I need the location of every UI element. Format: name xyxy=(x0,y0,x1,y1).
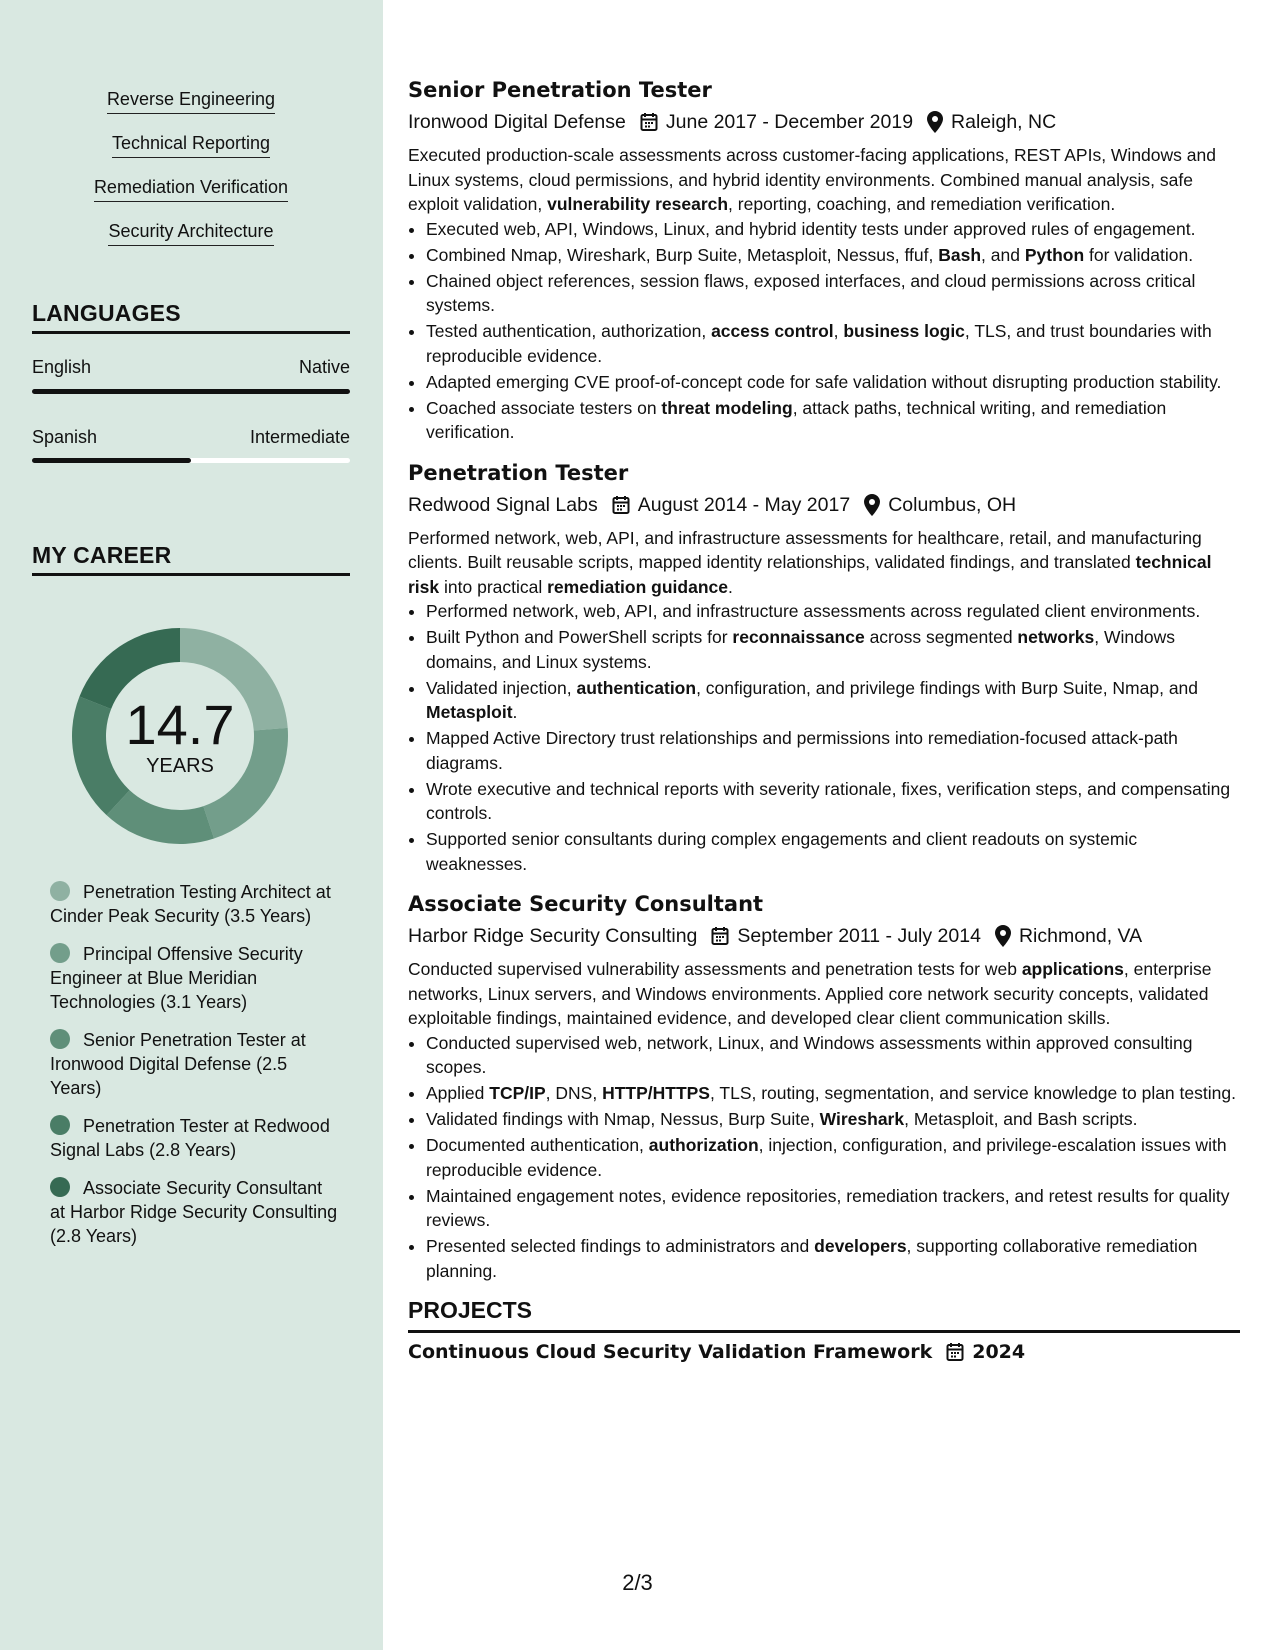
job-bullet: • Tested authentication, authorization, access control, business logic, TLS, and trust boundaries with reproducible evidence. xyxy=(426,319,1240,368)
job-bullet: • Combined Nmap, Wireshark, Burp Suite, Metasploit, Nessus, ffuf, Bash, and Python for validation. xyxy=(426,243,1240,268)
language-proficiency-fill xyxy=(32,389,350,394)
job-bullet: • Executed web, API, Windows, Linux, and hybrid identity tests under approved rules of engagement. xyxy=(426,217,1240,242)
career-legend-text: Principal Offensive Security Engineer at Blue Meridian Technologies (3.1 Years) xyxy=(50,944,303,1012)
job-dates: June 2017 - December 2019 xyxy=(665,111,914,133)
job-dates: August 2014 - May 2017 xyxy=(637,493,851,516)
career-legend-item xyxy=(50,1176,340,1248)
job-company: Redwood Signal Labs xyxy=(408,493,598,516)
job-bullet: • Validated injection, authentication, configuration, and privilege findings with Burp Suite, Nmap, and Metasploit. xyxy=(426,676,1240,725)
job-company: Harbor Ridge Security Consulting xyxy=(408,925,698,947)
job-bullet: • Coached associate testers on threat modeling, attack paths, technical writing, and remediation verification. xyxy=(426,396,1240,445)
career-heading: MY CAREER xyxy=(32,542,350,576)
language-level: Native xyxy=(298,357,350,377)
job-bullet: • Documented authentication, authorization, injection, configuration, and privilege-escalation issues with reproducible evidence. xyxy=(426,1133,1240,1182)
job-title: Associate Security Consultant xyxy=(408,892,764,916)
career-legend-item xyxy=(50,880,340,928)
experience-section xyxy=(408,76,1240,1283)
job-bullet: • Validated findings with Nmap, Nessus, Burp Suite, Wireshark, Metasploit, and Bash scripts. xyxy=(426,1107,1240,1132)
main-content xyxy=(408,76,1240,1363)
career-total-unit: YEARS xyxy=(146,755,214,777)
location-pin-icon xyxy=(864,494,880,516)
career-legend-item xyxy=(50,1114,340,1162)
language-level: Intermediate xyxy=(249,427,350,447)
job-bullet: • Adapted emerging CVE proof-of-concept code for safe validation without disrupting production stability. xyxy=(426,370,1240,395)
skill-item: Technical Reporting xyxy=(112,130,270,158)
page-number: 2/3 xyxy=(622,1570,653,1595)
job-location: Raleigh, NC xyxy=(951,111,1057,133)
job-summary: Conducted supervised vulnerability assessments and penetration tests for web applications, enterprise networks, Linux servers, and Windows environments. Applied core network security concepts, validated exploitable findings, maintained evidence, and developed clear client communication skills. xyxy=(408,959,1212,1028)
languages-heading: LANGUAGES xyxy=(32,300,350,334)
calendar-icon xyxy=(640,112,658,132)
language-row xyxy=(32,357,350,378)
job-title: Senior Penetration Tester xyxy=(408,78,712,102)
projects-heading: PROJECTS xyxy=(408,1297,1240,1333)
project-item xyxy=(408,1341,1240,1363)
job-bullet: • Conducted supervised web, network, Linux, and Windows assessments within approved consulting scopes. xyxy=(426,1031,1240,1080)
job-company: Ironwood Digital Defense xyxy=(408,111,626,133)
location-pin-icon xyxy=(927,111,943,133)
career-legend-item xyxy=(50,942,340,1014)
career-legend-text: Penetration Tester at Redwood Signal Labs (2.8 Years) xyxy=(50,1116,330,1160)
donut-segment xyxy=(107,790,214,844)
job-location: Columbus, OH xyxy=(888,493,1017,516)
job-meta xyxy=(408,490,1240,520)
job-bullet: • Wrote executive and technical reports with severity rationale, fixes, verification steps, and compensating controls. xyxy=(426,777,1240,826)
job-bullet: • Supported senior consultants during complex engagements and client readouts on systemic weaknesses. xyxy=(426,827,1240,876)
project-year: 2024 xyxy=(972,1341,1026,1363)
job-bullet: • Maintained engagement notes, evidence repositories, remediation trackers, and retest results for quality reviews. xyxy=(426,1184,1240,1233)
language-proficiency-fill xyxy=(32,458,191,463)
career-total-value: 14.7 xyxy=(125,693,235,756)
legend-dot xyxy=(50,1115,70,1135)
career-donut-chart xyxy=(60,616,300,856)
skill-item: Remediation Verification xyxy=(94,174,288,202)
job-bullet: • Applied TCP/IP, DNS, HTTP/HTTPS, TLS, routing, segmentation, and service knowledge to plan testing. xyxy=(426,1081,1240,1106)
job-entry xyxy=(408,76,1240,445)
language-name: English xyxy=(32,357,92,377)
job-entry xyxy=(408,459,1240,877)
job-title: Penetration Tester xyxy=(408,460,629,485)
project-name: Continuous Cloud Security Validation Framework xyxy=(408,1341,933,1363)
calendar-icon xyxy=(711,926,729,946)
career-legend xyxy=(50,880,340,1262)
job-bullet: • Presented selected findings to administrators and developers, supporting collaborative remediation planning. xyxy=(426,1234,1240,1283)
language-name: Spanish xyxy=(32,427,98,447)
career-legend-text: Associate Security Consultant at Harbor Ridge Security Consulting (2.8 Years) xyxy=(50,1178,338,1246)
job-meta xyxy=(408,921,1240,951)
skill-item: Reverse Engineering xyxy=(107,86,275,114)
career-legend-text: Senior Penetration Tester at Ironwood Digital Defense (2.5 Years) xyxy=(50,1030,306,1098)
job-bullet: • Built Python and PowerShell scripts for reconnaissance across segmented networks, Windows domains, and Linux systems. xyxy=(426,625,1240,674)
job-meta xyxy=(408,107,1240,137)
location-pin-icon xyxy=(995,925,1011,947)
job-bullet: • Performed network, web, API, and infrastructure assessments across regulated client environments. xyxy=(426,599,1240,624)
sidebar xyxy=(0,0,383,1650)
job-dates: September 2011 - July 2014 xyxy=(737,925,981,947)
job-bullets xyxy=(408,599,1240,876)
legend-dot xyxy=(50,881,70,901)
legend-dot xyxy=(50,1029,70,1049)
language-proficiency-bar xyxy=(32,389,350,394)
language-proficiency-bar xyxy=(32,458,350,463)
calendar-icon xyxy=(612,495,630,515)
career-legend-item xyxy=(50,1028,340,1100)
language-row xyxy=(32,427,350,448)
legend-dot xyxy=(50,943,70,963)
job-location: Richmond, VA xyxy=(1018,925,1143,947)
skills-list xyxy=(32,86,350,262)
career-legend-text: Penetration Testing Architect at Cinder Peak Security (3.5 Years) xyxy=(50,882,331,926)
donut-segment xyxy=(72,697,130,816)
job-summary: Performed network, web, API, and infrastructure assessments for healthcare, retail, and manufacturing clients. Built reusable scripts, mapped identity relationships, validated findings, and translated technical risk into practical remediation guidance. xyxy=(408,527,1212,597)
job-summary: Executed production-scale assessments across customer-facing applications, REST APIs, Windows and Linux systems, cloud permissions, and hybrid identity environments. Combined manual analysis, safe exploit validation, vulnerability research, reporting, coaching, and remediation verification. xyxy=(408,145,1216,214)
legend-dot xyxy=(50,1177,70,1197)
job-bullets xyxy=(408,217,1240,445)
job-bullet: • Chained object references, session flaws, exposed interfaces, and cloud permissions across critical systems. xyxy=(426,269,1240,318)
calendar-icon xyxy=(946,1342,964,1362)
skill-item: Security Architecture xyxy=(108,218,273,246)
job-bullets xyxy=(408,1031,1240,1284)
job-entry xyxy=(408,890,1240,1283)
job-bullet: • Mapped Active Directory trust relationships and permissions into remediation-focused attack-path diagrams. xyxy=(426,726,1240,775)
